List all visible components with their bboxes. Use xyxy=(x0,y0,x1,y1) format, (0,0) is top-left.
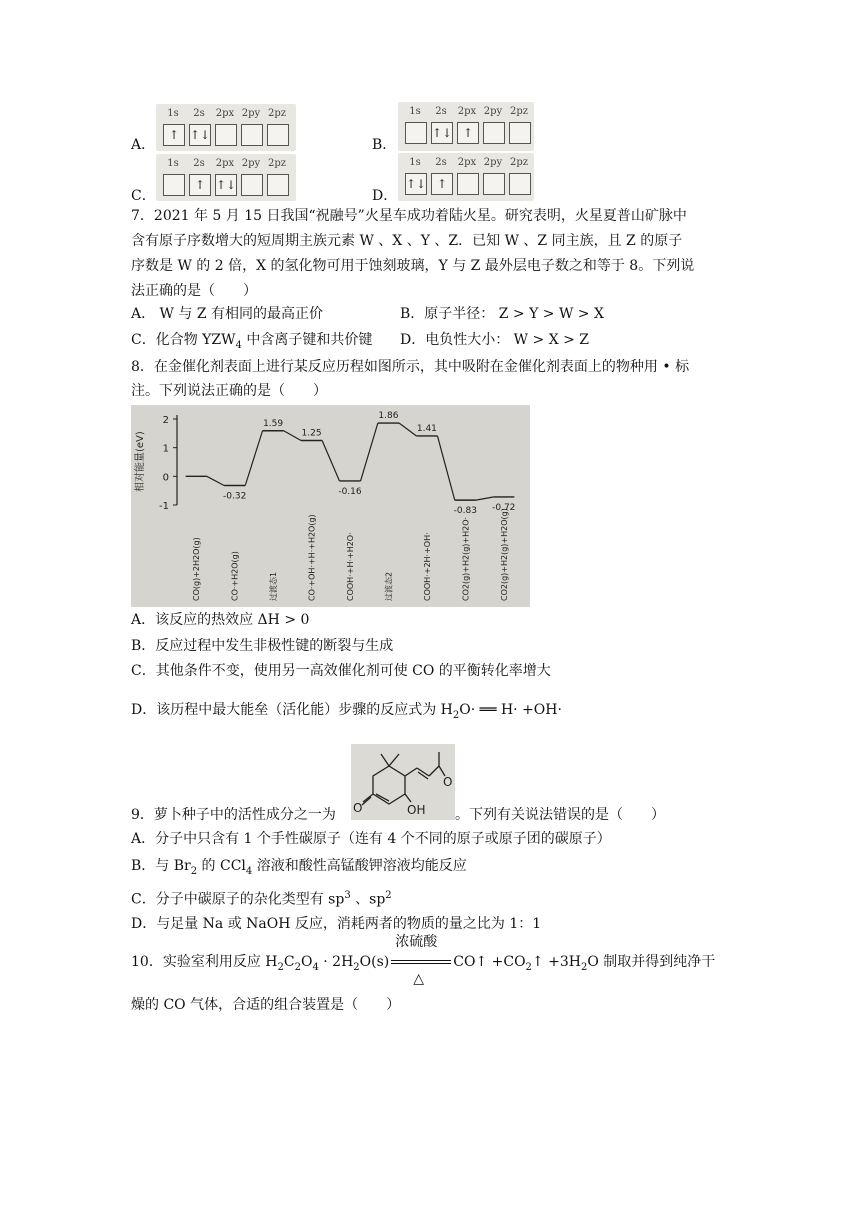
q10-prod: CO↑ +CO xyxy=(453,954,526,970)
q9-option-b xyxy=(131,856,467,882)
q10-stem-line-2: 燥的 CO 气体，合适的组合装置是（ ） xyxy=(131,997,401,1013)
value-label: 1.41 xyxy=(416,423,437,434)
sidechain-bond xyxy=(405,768,417,776)
orbital-cell: ↑ xyxy=(189,174,211,196)
q10-sub: 4 xyxy=(312,961,319,973)
orbital-label: 2s xyxy=(193,108,205,119)
chart-ylabel: 相对能量(eV) xyxy=(135,431,146,492)
q9-option-a: A．分子中只含有 1 个手性碳原子（连有 4 个不同的原子或原子团的碳原子） xyxy=(131,831,611,847)
q7-stem-line-2: 含有原子序数增大的短周期主族元素 W 、X 、Y 、Z．已知 W 、Z 同主族，且 Z 的原子 xyxy=(131,233,683,249)
q9-stem-pre: 9．萝卜种子中的活性成分之一为 xyxy=(131,807,336,823)
q6-option-d-label: D． xyxy=(372,188,398,204)
mol-label-o2: O xyxy=(443,775,453,789)
orbital-cell: ↑ xyxy=(431,173,453,195)
orbital-cell: ↑↓ xyxy=(215,174,237,196)
q8-stem-line-2: 注。下列说法正确的是（ ） xyxy=(131,383,327,399)
orbital-label: 2px xyxy=(457,106,477,117)
q6-option-c-label: C． xyxy=(131,188,156,204)
q9-option-c-mid: 、sp xyxy=(350,891,386,908)
value-label: -0.83 xyxy=(453,506,477,517)
category-label: CO(g)+2H2O(g) xyxy=(192,537,202,601)
orbital-cell xyxy=(267,174,289,196)
q8-option-a: A．该反应的热效应 ΔH > 0 xyxy=(131,612,310,628)
orbital-label: 2pz xyxy=(267,158,287,169)
orbital-label: 2py xyxy=(483,106,503,117)
orbital-cell xyxy=(509,173,531,195)
orbital-cell xyxy=(267,124,289,146)
q7-option-c xyxy=(131,330,372,356)
q9-option-b-sub2: 4 xyxy=(245,865,253,877)
carbonyl-bond xyxy=(363,794,373,802)
methyl-bond xyxy=(381,754,389,766)
energy-connector xyxy=(476,497,493,500)
orbital-label: 2s xyxy=(435,106,447,117)
value-label: -0.16 xyxy=(338,486,362,497)
q8-option-d-post: O· ══ H· +OH· xyxy=(459,702,562,718)
q8-stem-line-1: 8．在金催化剂表面上进行某反应历程如图所示，其中吸附在金催化剂表面上的物种用 • 标 xyxy=(131,359,690,375)
q10-sub: 2 xyxy=(294,961,301,973)
q7-option-c-sub: 4 xyxy=(235,339,242,351)
y-tick-label: 0 xyxy=(162,472,169,484)
q9-option-c-sup2: 2 xyxy=(385,890,392,901)
q10-mid: · 2H xyxy=(318,954,354,970)
q7-option-d: D．电负性大小： W > X > Z xyxy=(400,332,590,348)
value-label: -0.32 xyxy=(223,491,247,502)
q10-mid2: O(s) xyxy=(359,954,390,970)
methyl-bond xyxy=(389,754,399,766)
q10-prod2: ↑ +3H xyxy=(531,954,581,970)
energy-connector xyxy=(207,476,224,485)
q9-stem-post: 。下列有关说法错误的是（ ） xyxy=(455,807,665,823)
q9-option-c-sup1: 3 xyxy=(344,890,351,901)
q9-option-c-pre: C．分子中碳原子的杂化类型有 sp xyxy=(131,891,345,908)
orbital-label: 2pz xyxy=(509,157,529,168)
orbital-cell xyxy=(241,174,263,196)
q10-pre: 10．实验室利用反应 H xyxy=(131,954,278,970)
energy-connector xyxy=(245,431,262,486)
category-label: COOH·+2H·+OH· xyxy=(422,532,432,601)
q10-sub: 2 xyxy=(277,961,284,973)
q6-option-d-diagram xyxy=(398,153,534,201)
ring-bond xyxy=(373,766,405,804)
category-label: COOH·+H·+H2O· xyxy=(346,532,355,601)
molecule-svg xyxy=(351,744,455,820)
orbital-label: 1s xyxy=(167,158,179,169)
oh-bond xyxy=(405,794,411,802)
q10-sub: 2 xyxy=(353,961,360,973)
q9-option-b-sub1: 2 xyxy=(190,865,198,877)
q10-stem-line-1 xyxy=(131,934,716,987)
q10-condition-bottom: △ xyxy=(413,971,425,987)
q10-o: O xyxy=(300,954,313,970)
q10-condition-arrow xyxy=(391,960,451,964)
y-tick-label: -1 xyxy=(159,501,169,512)
orbital-label: 2py xyxy=(483,157,503,168)
y-tick-label: 2 xyxy=(162,415,169,426)
sidechain-double-bond xyxy=(418,772,428,779)
orbital-cell: ↑↓ xyxy=(189,124,211,146)
orbital-cell: ↑ xyxy=(163,124,185,146)
q6-option-b-diagram xyxy=(398,102,534,151)
category-label: CO·+H2O(g) xyxy=(230,551,240,601)
q9-option-b-post: 溶液和酸性高锰酸钾溶液均能反应 xyxy=(252,858,467,874)
q10-c: C xyxy=(283,954,295,970)
category-label: 过渡态2 xyxy=(384,571,394,601)
orbital-label: 2py xyxy=(241,108,261,119)
orbital-cell xyxy=(483,122,505,144)
q7-option-c-pre: C．化合物 YZW xyxy=(131,332,236,348)
orbital-cell xyxy=(241,124,263,146)
orbital-label: 1s xyxy=(167,108,179,119)
energy-connector xyxy=(437,436,454,500)
y-tick-label: 1 xyxy=(162,443,169,455)
energy-connector xyxy=(399,423,416,436)
orbital-cell: ↑ xyxy=(457,122,479,144)
q9-option-d: D．与足量 Na 或 NaOH 反应，消耗两者的物质的量之比为 1：1 xyxy=(131,916,542,932)
category-label: CO2(g)+H2(g)+H2O(g) xyxy=(499,508,509,601)
orbital-cell: ↑↓ xyxy=(405,173,427,195)
energy-connector xyxy=(361,423,378,481)
q10-prod3: O 制取并得到纯净干 xyxy=(587,954,716,970)
orbital-cell xyxy=(215,124,237,146)
q7-option-a: A． W 与 Z 有相同的最高正价 xyxy=(131,306,324,322)
q6-option-a-label: A． xyxy=(131,137,156,153)
q6-option-a-diagram xyxy=(156,104,296,151)
category-label: 过渡态1 xyxy=(269,571,279,601)
orbital-label: 1s xyxy=(409,106,421,117)
orbital-label: 2px xyxy=(215,108,235,119)
orbital-label: 2s xyxy=(435,157,447,168)
orbital-label: 2pz xyxy=(267,108,287,119)
q10-condition-top: 浓硫酸 xyxy=(395,934,438,950)
value-label: -0.72 xyxy=(492,502,516,513)
q8-option-d-sub: 2 xyxy=(452,709,460,721)
value-label: 1.86 xyxy=(378,411,399,422)
q7-option-b: B．原子半径： Z > Y > W > X xyxy=(400,306,604,322)
q6-option-b-label: B． xyxy=(372,137,397,153)
q7-stem-line-1: 7．2021 年 5 月 15 日我国“祝融号”火星车成功着陆火星。研究表明，火星夏普山矿脉中 xyxy=(131,208,687,224)
q7-stem-line-4: 法正确的是（ ） xyxy=(131,283,257,299)
sidechain-bond xyxy=(429,766,439,776)
orbital-cell xyxy=(163,174,185,196)
orbital-cell xyxy=(483,173,505,195)
category-label: CO·+OH·+H·+H2O(g) xyxy=(307,514,317,601)
q10-sub: 2 xyxy=(580,961,588,973)
orbital-label: 2pz xyxy=(509,106,529,117)
q7-option-c-post: 中含离子键和共价键 xyxy=(241,332,373,348)
q9-option-c xyxy=(131,886,392,910)
molecule-structure-image xyxy=(351,744,455,820)
orbital-label: 2s xyxy=(193,158,205,169)
q8-option-d-pre: D．该历程中最大能垒（活化能）步骤的反应式为 H xyxy=(131,702,453,718)
value-label: 1.25 xyxy=(301,428,322,439)
orbital-cell xyxy=(457,173,479,195)
q9-option-b-mid: 的 CCl xyxy=(197,858,246,874)
q10-sub: 2 xyxy=(525,961,532,973)
orbital-cell xyxy=(509,122,531,144)
value-label: 1.59 xyxy=(263,418,284,429)
energy-profile-svg xyxy=(131,405,530,607)
mol-label-oh: OH xyxy=(407,803,426,817)
energy-profile-chart xyxy=(131,405,530,607)
q9-option-b-pre: B．与 Br xyxy=(131,858,191,874)
q8-option-c: C．其他条件不变，使用另一高效催化剂可使 CO 的平衡转化率增大 xyxy=(131,663,551,679)
mol-label-o1: O xyxy=(353,801,363,815)
energy-connector xyxy=(322,441,339,481)
orbital-label: 2px xyxy=(215,158,235,169)
orbital-label: 1s xyxy=(409,157,421,168)
q8-option-b: B．反应过程中发生非极性键的断裂与生成 xyxy=(131,638,394,654)
energy-connector xyxy=(284,431,301,441)
orbital-label: 2py xyxy=(241,158,261,169)
category-label: CO2(g)+H2(g)+H2O· xyxy=(461,516,471,601)
orbital-label: 2px xyxy=(457,157,477,168)
q7-stem-line-3: 序数是 W 的 2 倍，X 的氢化物可用于蚀刻玻璃，Y 与 Z 最外层电子数之和等于 8。下列说 xyxy=(131,258,695,274)
orbital-cell: ↑↓ xyxy=(431,122,453,144)
q6-option-c-diagram xyxy=(156,154,296,201)
q8-option-d xyxy=(131,700,562,726)
orbital-cell xyxy=(405,122,427,144)
q10-condition xyxy=(389,934,453,987)
